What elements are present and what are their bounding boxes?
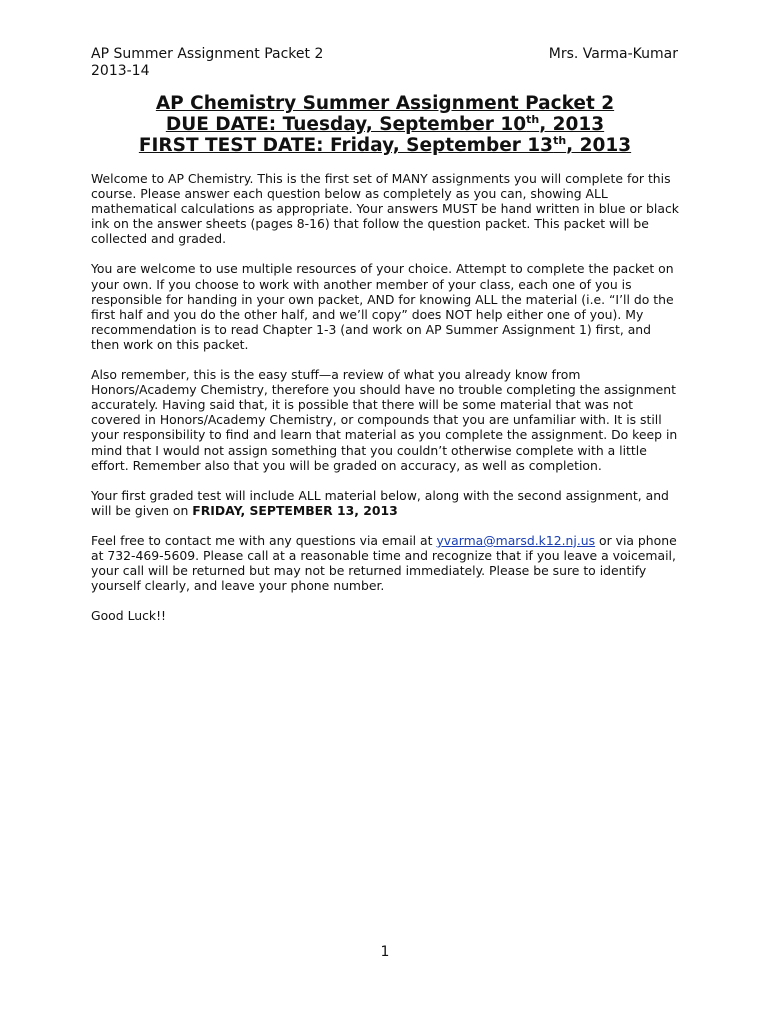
header-packet-name: AP Summer Assignment Packet 2: [91, 46, 324, 62]
title-block: [0, 93, 770, 156]
welcome-paragraph: Welcome to AP Chemistry. This is the first set of MANY assignments you will complete for this course. Please answer each question below as completely as you can, showing ALL mathematical calculations as appropriate. Your answers MUST be hand written in blue or black ink on the answer sheets (pages 8-16) that follow the question packet. This packet will be collected and graded.: [91, 171, 679, 247]
contact-paragraph: Feel free to contact me with any questions via email at yvarma@marsd.k12.nj.us or via phone at 732-469-5609. Please call at a reasonable time and recognize that if you leave a voicemail, your call will be returned but may not be returned immediately. Please be sure to identify yourself clearly, and leave your phone number.: [91, 532, 677, 594]
header-teacher-name: Mrs. Varma-Kumar: [548, 46, 678, 62]
test-date-bold: FRIDAY, SEPTEMBER 13, 2013: [192, 502, 398, 518]
document-title: AP Chemistry Summer Assignment Packet 2: [155, 93, 615, 114]
header-left: [91, 46, 323, 80]
test-info-paragraph: Your first graded test will include ALL material below, along with the second assignment, and will be given on FRIDAY, SEPTEMBER 13, 2013: [91, 487, 669, 518]
first-test-date-heading: FIRST TEST DATE: Friday, September 13th, 2013: [138, 134, 632, 156]
closing-line: Good Luck!!: [91, 608, 167, 624]
page-number: 1: [380, 944, 390, 960]
resources-paragraph: You are welcome to use multiple resources of your choice. Attempt to complete the packet on your own. If you choose to work with another member of your class, each one of you is responsible for handing in your own packet, AND for knowing ALL the material (i.e. “I’ll do the first half and you do the other half, and we’ll copy” does NOT help either one of you). My recommendation is to read Chapter 1-3 (and work on AP Summer Assignment 1) first, and then work on this packet.: [91, 261, 674, 352]
header-school-year: 2013-14: [91, 63, 150, 79]
email-link[interactable]: yvarma@marsd.k12.nj.us: [436, 532, 596, 548]
body-text: [91, 171, 683, 638]
review-paragraph: Also remember, this is the easy stuff—a review of what you already know from Honors/Academy Chemistry, therefore you should have no trouble completing the assignment accurately. Having said that, it is possible that there will be some material that was not covered in Honors/Academy Chemistry, or compounds that you are unfamiliar with. It is still your responsibility to find and learn that material as you complete the assignment. Do keep in mind that I would not assign something that you couldn’t otherwise complete with a little effort. Remember also that you will be graded on accuracy, as well as completion.: [91, 367, 678, 473]
due-date-heading: DUE DATE: Tuesday, September 10th, 2013: [165, 113, 605, 135]
